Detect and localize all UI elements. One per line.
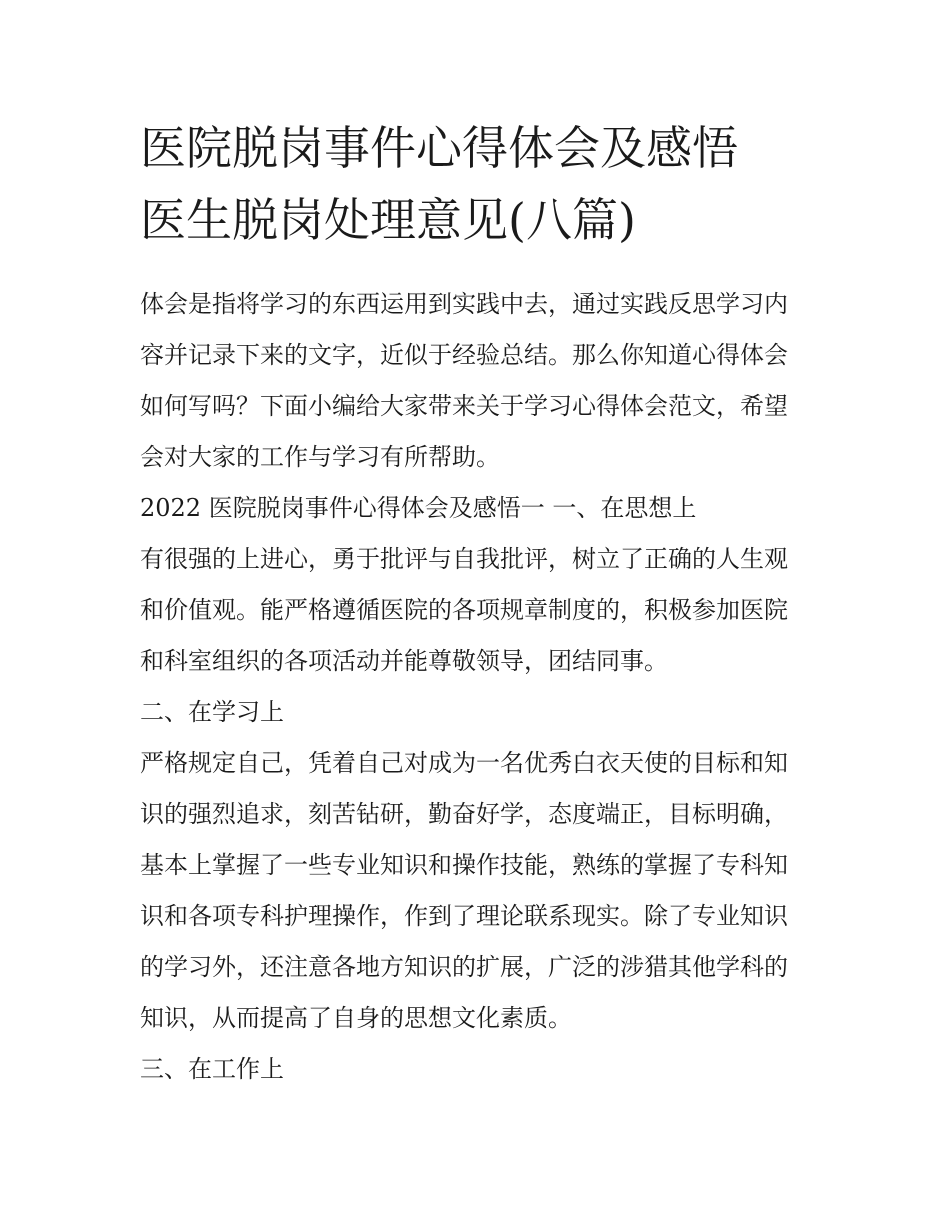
title-line-2: 医生脱岗处理意见(八篇) [140,193,636,247]
text-line: 识的强烈追求，刻苦钻研，勤奋好学，态度端正，目标明确， [140,800,788,828]
text-line: 会对大家的工作与学习有所帮助。 [140,443,500,471]
thought-paragraph [140,534,820,687]
text-line: 和价值观。能严格遵循医院的各项规章制度的，积极参加医院 [140,596,788,624]
text-line: 二、在学习上 [140,698,284,726]
text-line: 三、在工作上 [140,1055,284,1083]
text-line: 识和各项专科护理操作，作到了理论联系现实。除了专业知识 [140,902,788,930]
study-paragraph [140,738,820,1044]
intro-paragraph [140,279,820,483]
text-line: 和科室组织的各项活动并能尊敬领导，团结同事。 [140,647,668,675]
text-line: 严格规定自己，凭着自己对成为一名优秀白衣天使的目标和知 [140,749,788,777]
text-line: 的学习外，还注意各地方知识的扩展，广泛的涉猎其他学科的 [140,953,788,981]
section-heading-3 [140,1044,820,1095]
text-line: 容并记录下来的文字，近似于经验总结。那么你知道心得体会 [140,341,788,369]
document-title [140,112,820,256]
section-heading-2 [140,687,820,738]
section-heading-1 [140,483,820,534]
text-line: 体会是指将学习的东西运用到实践中去，通过实践反思学习内 [140,290,788,318]
text-line: 如何写吗？下面小编给大家带来关于学习心得体会范文，希望 [140,392,788,420]
text-line: 2022 医院脱岗事件心得体会及感悟一 一、在思想上 [140,494,697,522]
document-body [140,279,820,1095]
text-line: 基本上掌握了一些专业知识和操作技能，熟练的掌握了专科知 [140,851,788,879]
text-line: 知识，从而提高了自身的思想文化素质。 [140,1004,572,1032]
title-line-1: 医院脱岗事件心得体会及感悟 [140,121,738,175]
text-line: 有很强的上进心，勇于批评与自我批评，树立了正确的人生观 [140,545,788,573]
